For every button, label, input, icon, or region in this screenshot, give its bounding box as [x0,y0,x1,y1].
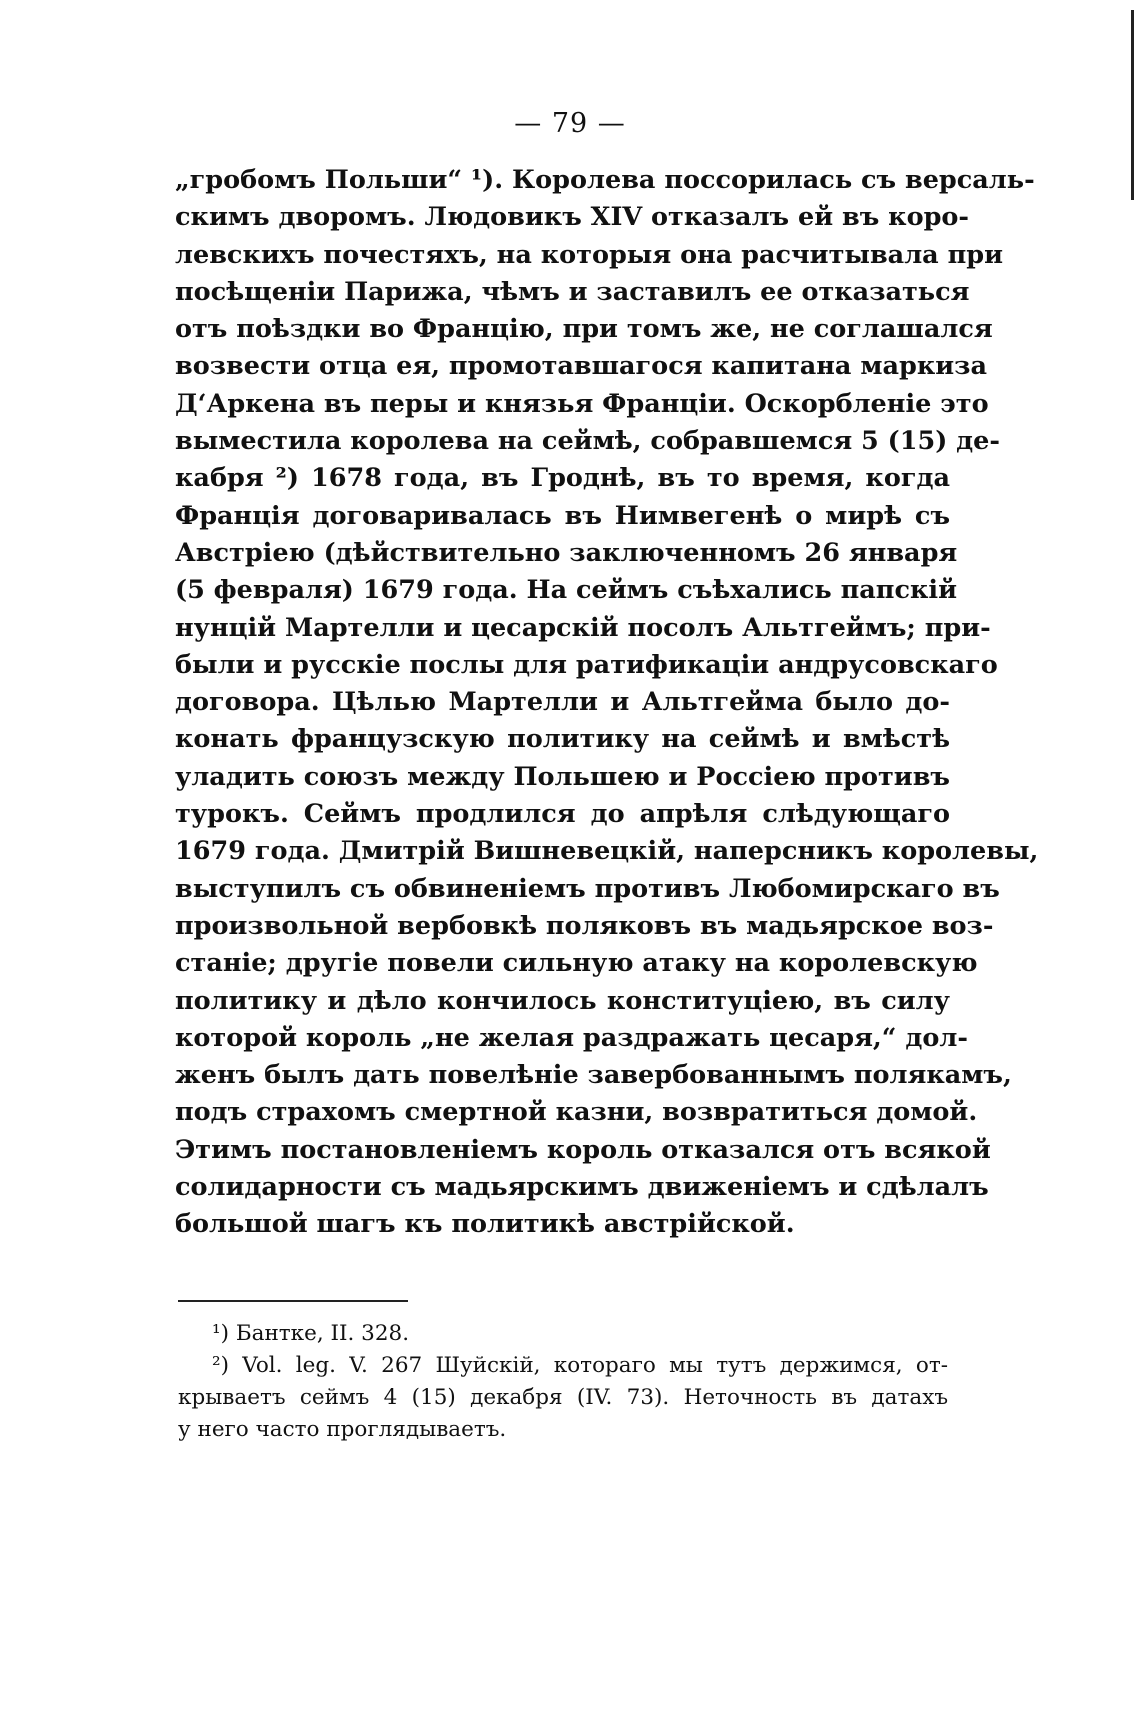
text-line: большой шагъ къ политикѣ австрійской. [175,1209,795,1240]
text-line: турокъ. Сеймъ продлился до апрѣля слѣдующаго [175,799,950,830]
text-line: Д‘Аркена въ перы и князья Франціи. Оскорбленіе это [175,388,989,419]
text-line: посѣщеніи Парижа, чѣмъ и заставилъ ее отказаться [175,276,970,307]
text-line: Францiя договаривалась въ Нимвегенѣ о мирѣ съ [175,500,950,531]
text-line: Австріею (дѣйствительно заключенномъ 26 января [175,537,958,568]
text-line: политику и дѣло кончилось конституціею, въ силу [175,985,950,1016]
main-text [175,162,1039,1244]
text-line: нунцій Мартелли и цесарскій посолъ Альтгеймъ; при- [175,612,991,643]
page-number: — 79 — [514,108,626,139]
footnote-2-line: ²) Vol. leg. V. 267 Шуйскій, котораго мы тутъ держимся, от- [212,1353,948,1378]
text-line: Этимъ постановленіемъ король отказался отъ всякой [175,1134,991,1165]
footnote-2-line: крываетъ сеймъ 4 (15) декабря (IV. 73). Неточность въ датахъ [178,1385,948,1410]
footnote-2-line: у него часто проглядываетъ. [178,1417,507,1442]
text-line: которой король „не желая раздражать цесаря,“ дол- [175,1022,968,1053]
text-line: 1679 года. Дмитрій Вишневецкій, наперсникъ королевы, [175,836,1039,867]
text-line: солидарности съ мадьярскимъ движеніемъ и сдѣлалъ [175,1172,989,1203]
text-line: левскихъ почестяхъ, на которыя она расчитывала при [175,239,1003,270]
text-line: конать французскую политику на сеймѣ и вмѣстѣ [175,724,950,755]
text-line: выместила королева на сеймѣ, собравшемся 5 (15) де- [175,426,1000,457]
text-line: выступилъ съ обвиненіемъ противъ Любомирскаго въ [175,873,1000,904]
text-line: „гробомъ Польши“ ¹). Королева поссорилась съ версаль- [175,165,1035,195]
text-line: отъ поѣздки во Францію, при томъ же, не соглашался [175,314,993,345]
footnote-1: ¹) Бантке, II. 328. [212,1321,410,1346]
footnote-divider [178,1300,408,1302]
text-line: уладить союзъ между Польшею и Россіею противъ [175,761,950,792]
text-line: произвольной вербовкѣ поляковъ въ мадьярское воз- [175,910,994,941]
footnotes [178,1318,948,1446]
text-line: были и русскіе послы для ратификаціи андрусовскаго [175,649,998,680]
text-line: женъ былъ дать повелѣніе завербованнымъ полякамъ, [175,1060,1012,1091]
text-line: подъ страхомъ смертной казни, возвратиться домой. [175,1097,978,1128]
text-line: (5 февраля) 1679 года. На сеймъ съѣхались папскій [175,575,957,606]
text-line: возвести отца ея, промотавшагося капитана маркиза [175,351,987,382]
text-line: кабря ²) 1678 года, въ Гроднѣ, въ то время, когда [175,463,950,494]
text-line: скимъ дворомъ. Людовикъ XIV отказалъ ей въ коро- [175,202,970,233]
text-line: станіе; другіе повели сильную атаку на королевскую [175,948,978,979]
scan-edge-line [1131,10,1134,200]
text-line: договора. Цѣлью Мартелли и Альтгейма было до- [175,687,950,718]
